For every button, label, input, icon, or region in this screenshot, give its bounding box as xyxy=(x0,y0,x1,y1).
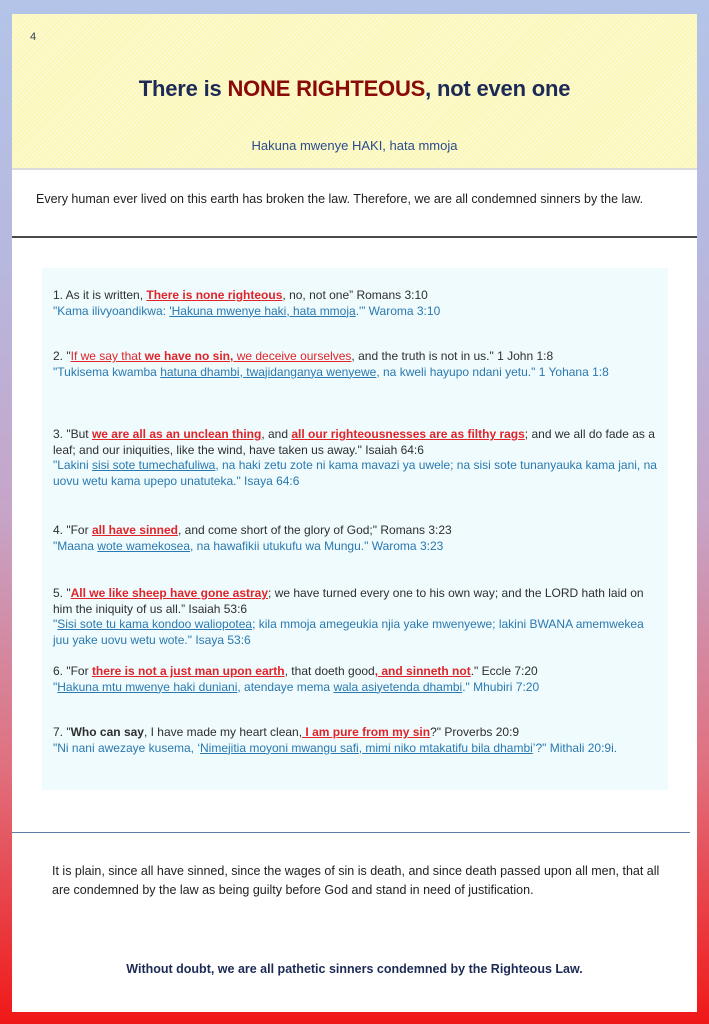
text: "Lakini xyxy=(53,458,92,472)
page-subtitle: Hakuna mwenye HAKI, hata mmoja xyxy=(251,138,458,153)
underlined-text: Nimejitia moyoni mwangu safi, mimi niko mtakatifu bila dhambi xyxy=(200,740,533,755)
text: ; kila mmoja amegeukia njia yake mwenyewe; lakini BWANA amemwekea juu yake uovu wetu wote." Isaya 53:6 xyxy=(53,617,644,647)
text: ." Eccle 7:20 xyxy=(470,664,538,678)
conclusion-paragraph: It is plain, since all have sinned, since the wages of sin is death, and since death passed upon all men, that all are condemned by the law as being guilty before God and stand in need of justification. xyxy=(52,864,660,897)
text: 2. " xyxy=(53,349,71,363)
verse-swahili xyxy=(53,365,663,381)
highlight: , and sinneth not xyxy=(374,664,471,678)
verses-box xyxy=(42,268,668,790)
header-banner xyxy=(12,14,697,170)
verse-swahili xyxy=(53,741,663,757)
text: ; and we all do fade as a leaf; and our iniquities, like the wind, have taken us away." Isaiah 64:6 xyxy=(53,427,655,457)
underlined-text: Sisi sote tu kama kondoo waliopotea xyxy=(57,617,253,631)
highlight: we are all as an unclean thing xyxy=(91,427,262,441)
highlight: I am pure from my sin xyxy=(302,725,431,739)
verse-item-6 xyxy=(53,664,663,695)
text: , atendaye mema xyxy=(237,679,334,694)
text: , and xyxy=(261,427,292,441)
verse-item-7 xyxy=(53,725,663,756)
underlined-text: Hakuna mtu mwenye haki duniani xyxy=(57,679,238,694)
text: , na haki zetu zote ni kama mavazi ya uwele; na sisi sote tunanyauka kama jani, na uovu wetu kama upepo unatuteka." Isaya 64:6 xyxy=(53,458,657,488)
text: 3. "But xyxy=(53,427,92,441)
underlined-text: wote wamekosea xyxy=(97,538,191,553)
underlined-text: sisi sote tumechafuliwa xyxy=(91,458,216,472)
highlight: all have sinned xyxy=(91,523,178,537)
text: "Kama ilivyoandikwa: xyxy=(53,303,170,318)
text: , and the truth is not in us." 1 John 1:8 xyxy=(351,349,554,363)
verse-english xyxy=(53,349,663,365)
final-statement: Without doubt, we are all pathetic sinners condemned by the Righteous Law. xyxy=(126,962,583,976)
text: , no, not one” Romans 3:10 xyxy=(282,288,428,302)
underlined-text: 'Hakuna mwenye haki, hata mmoja xyxy=(169,303,356,318)
text: ’?" Mithali 20:9i. xyxy=(532,740,618,755)
text: ?" Proverbs 20:9 xyxy=(430,725,520,739)
text: "Ni nani awezaye kusema, ‘ xyxy=(53,740,200,755)
text: ; we have turned every one to his own way; and the LORD hath laid on him the iniquity of us all.” Isaiah 53:6 xyxy=(53,586,644,616)
verse-swahili xyxy=(53,304,663,320)
verse-english xyxy=(53,523,663,539)
text: , I have made my heart clean, xyxy=(143,725,303,739)
underlined-text: wala asiyetenda dhambi xyxy=(333,679,463,694)
title-prefix: There is xyxy=(138,76,228,101)
page-title xyxy=(12,76,697,102)
divider xyxy=(12,236,697,238)
text: "Tukisema kwamba xyxy=(53,364,161,379)
verse-swahili xyxy=(53,458,663,489)
verse-swahili xyxy=(53,680,663,696)
text: , na hawafikii utukufu wa Mungu." Waroma 3:23 xyxy=(190,538,444,553)
verse-swahili xyxy=(53,617,663,648)
verse-english xyxy=(53,288,663,304)
text: " xyxy=(53,617,58,631)
text: .'” Waroma 3:10 xyxy=(355,303,441,318)
text: "Maana xyxy=(53,538,98,553)
underlined-text: hatuna dhambi, twajidanganya wenyewe xyxy=(160,364,377,379)
title-highlight: NONE RIGHTEOUS xyxy=(227,76,426,101)
text: , and come short of the glory of God;" Romans 3:23 xyxy=(177,523,452,537)
text: ." Mhubiri 7:20 xyxy=(462,679,540,694)
highlight: all our righteousnesses are as filthy rags xyxy=(291,427,525,441)
text: , na kweli hayupo ndani yetu." 1 Yohana 1:8 xyxy=(376,364,609,379)
verse-english xyxy=(53,725,663,741)
verse-item-3 xyxy=(53,427,663,489)
underlined-text: If we say that xyxy=(70,349,145,363)
highlight: there is not a just man upon earth xyxy=(91,664,285,678)
text: 6. "For xyxy=(53,664,92,678)
highlight: we have no sin, xyxy=(144,349,234,363)
verse-english xyxy=(53,664,663,680)
highlight: All we like sheep have gone astray xyxy=(70,586,269,600)
underlined-text: we deceive ourselves xyxy=(233,349,352,363)
bold-text: Who can say xyxy=(70,725,144,739)
text: 1. As it is written, xyxy=(53,288,147,302)
text: , that doeth good xyxy=(284,664,375,678)
verse-english xyxy=(53,427,663,458)
text: 5. " xyxy=(53,586,71,600)
intro-paragraph: Every human ever lived on this earth has broken the law. Therefore, we are all condemned sinners by the law. xyxy=(36,192,644,206)
verse-item-4 xyxy=(53,523,663,554)
page-number: 4 xyxy=(30,31,37,43)
title-suffix: , not even one xyxy=(425,76,571,101)
text: 4. "For xyxy=(53,523,92,537)
text: 7. " xyxy=(53,725,71,739)
highlight: There is none righteous xyxy=(146,288,283,302)
text: " xyxy=(53,679,58,694)
verse-item-2 xyxy=(53,349,663,380)
document-page xyxy=(12,14,697,1012)
verse-item-1 xyxy=(53,288,663,319)
divider xyxy=(12,832,690,833)
verse-swahili xyxy=(53,539,663,555)
verse-english xyxy=(53,586,663,617)
verse-item-5 xyxy=(53,586,663,648)
